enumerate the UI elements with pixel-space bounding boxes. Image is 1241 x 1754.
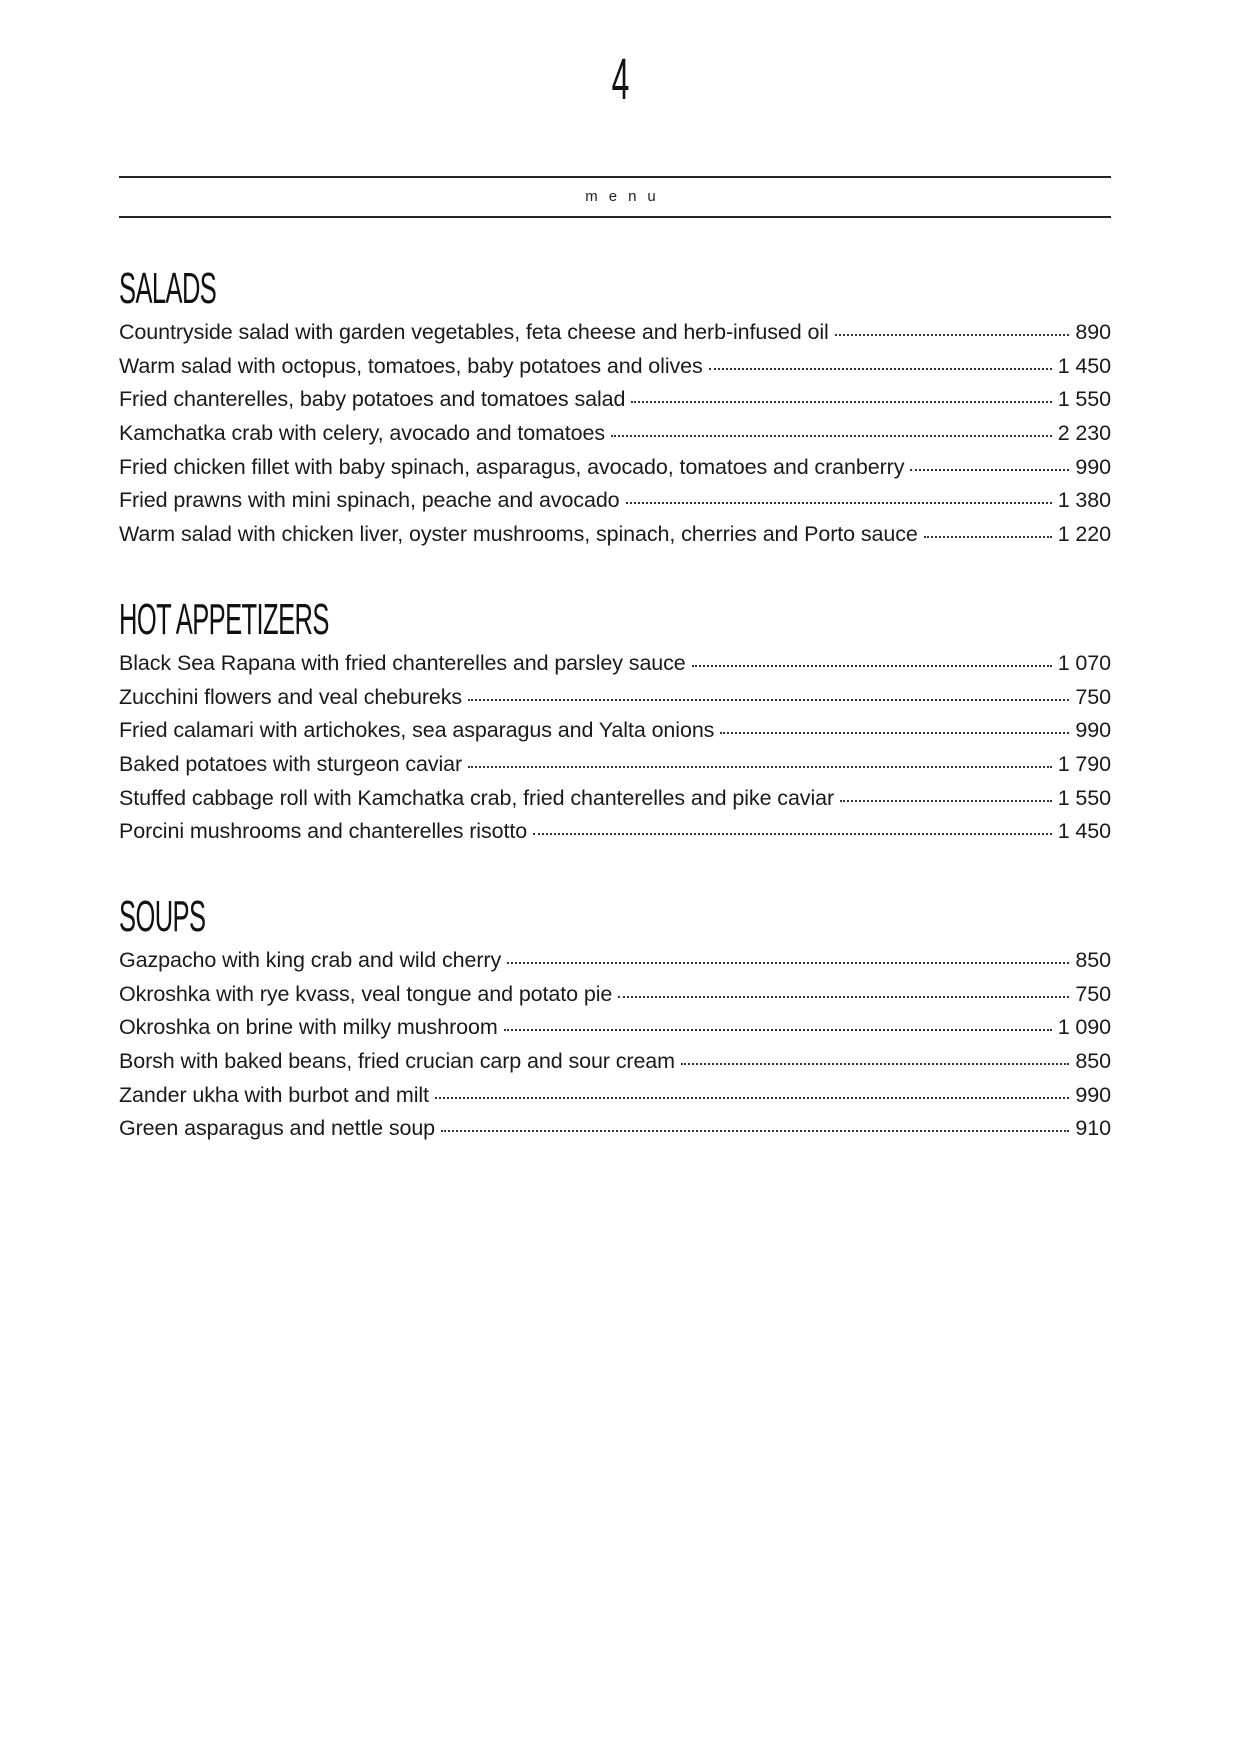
item-name: Warm salad with octopus, tomatoes, baby potatoes and olives <box>119 353 703 378</box>
menu-item <box>119 1011 1111 1045</box>
menu-item <box>119 647 1111 681</box>
section-title: SOUPS <box>119 891 206 941</box>
item-price: 990 <box>1075 718 1111 743</box>
item-name: Kamchatka crab with celery, avocado and tomatoes <box>119 421 605 446</box>
item-name: Fried prawns with mini spinach, peache and avocado <box>119 488 620 513</box>
menu-item <box>119 714 1111 748</box>
item-price: 990 <box>1075 1082 1111 1107</box>
menu-item <box>119 815 1111 849</box>
item-price: 1 450 <box>1057 819 1111 844</box>
dot-leader <box>626 502 1052 504</box>
item-price: 750 <box>1075 981 1111 1006</box>
item-price: 990 <box>1075 454 1111 479</box>
item-price: 1 380 <box>1057 488 1111 513</box>
item-price: 910 <box>1075 1116 1111 1141</box>
item-name: Fried calamari with artichokes, sea asparagus and Yalta onions <box>119 718 715 743</box>
menu-item <box>119 1079 1111 1113</box>
dot-leader <box>631 401 1051 403</box>
menu-item <box>119 383 1111 417</box>
dot-leader <box>611 435 1052 437</box>
menu-item <box>119 978 1111 1012</box>
menu-item <box>119 316 1111 350</box>
dot-leader <box>835 334 1070 336</box>
menu-item <box>119 350 1111 384</box>
item-name: Warm salad with chicken liver, oyster mushrooms, spinach, cherries and Porto sauce <box>119 522 918 547</box>
item-name: Porcini mushrooms and chanterelles risotto <box>119 819 528 844</box>
page-number: 4 <box>611 47 630 112</box>
dot-leader <box>441 1130 1069 1132</box>
dot-leader <box>720 732 1069 734</box>
menu-item <box>119 782 1111 816</box>
section-title: SALADS <box>119 264 217 313</box>
item-name: Zander ukha with burbot and milt <box>119 1082 429 1107</box>
section-title: HOT APPETIZERS <box>119 594 329 644</box>
item-name: Fried chanterelles, baby potatoes and tomatoes salad <box>119 387 626 412</box>
dot-leader <box>533 833 1052 835</box>
header-bottom-rule <box>119 216 1111 218</box>
item-name: Okroshka with rye kvass, veal tongue and potato pie <box>119 981 613 1006</box>
item-name: Baked potatoes with sturgeon caviar <box>119 751 463 776</box>
menu-item <box>119 451 1111 485</box>
item-name: Fried chicken fillet with baby spinach, asparagus, avocado, tomatoes and cranberry <box>119 454 905 479</box>
menu-item <box>119 748 1111 782</box>
dot-leader <box>924 536 1052 538</box>
item-price: 1 450 <box>1057 353 1111 378</box>
menu-item <box>119 484 1111 518</box>
item-name: Stuffed cabbage roll with Kamchatka crab, fried chanterelles and pike caviar <box>119 785 835 810</box>
item-name: Green asparagus and nettle soup <box>119 1116 436 1141</box>
item-name: Gazpacho with king crab and wild cherry <box>119 947 502 972</box>
item-name: Countryside salad with garden vegetables, feta cheese and herb-infused oil <box>119 320 829 344</box>
item-price: 750 <box>1075 684 1111 709</box>
section-salads <box>119 266 1111 552</box>
item-name: Okroshka on brine with milky mushroom <box>119 1015 498 1040</box>
item-price: 1 090 <box>1057 1015 1111 1040</box>
menu-item <box>119 681 1111 715</box>
menu-item <box>119 944 1111 978</box>
dot-leader <box>840 800 1052 802</box>
item-price: 2 230 <box>1057 421 1111 446</box>
dot-leader <box>468 699 1069 701</box>
dot-leader <box>681 1063 1069 1065</box>
menu-item <box>119 1045 1111 1079</box>
menu-content <box>119 266 1111 1191</box>
item-price: 850 <box>1075 947 1111 972</box>
menu-label: menu <box>585 188 667 205</box>
item-price: 1 220 <box>1057 522 1111 547</box>
item-price: 1 550 <box>1057 785 1111 810</box>
menu-item <box>119 1112 1111 1146</box>
dot-leader <box>709 368 1052 370</box>
dot-leader <box>435 1097 1070 1099</box>
dot-leader <box>504 1029 1052 1031</box>
dot-leader <box>507 962 1069 964</box>
item-name: Zucchini flowers and veal chebureks <box>119 684 463 709</box>
dot-leader <box>692 665 1052 667</box>
dot-leader <box>618 996 1069 998</box>
item-price: 890 <box>1075 320 1111 344</box>
menu-item <box>119 417 1111 451</box>
section-soups <box>119 891 1111 1146</box>
dot-leader <box>910 469 1069 471</box>
item-price: 850 <box>1075 1049 1111 1073</box>
dot-leader <box>468 766 1052 768</box>
header-top-rule <box>119 176 1111 178</box>
menu-item <box>119 518 1111 552</box>
item-price: 1 790 <box>1057 751 1111 776</box>
item-name: Borsh with baked beans, fried crucian carp and sour cream <box>119 1049 675 1073</box>
item-name: Black Sea Rapana with fried chanterelles and parsley sauce <box>119 650 686 675</box>
item-price: 1 550 <box>1057 387 1111 412</box>
item-price: 1 070 <box>1057 650 1111 675</box>
section-hot-appetizers <box>119 594 1111 849</box>
